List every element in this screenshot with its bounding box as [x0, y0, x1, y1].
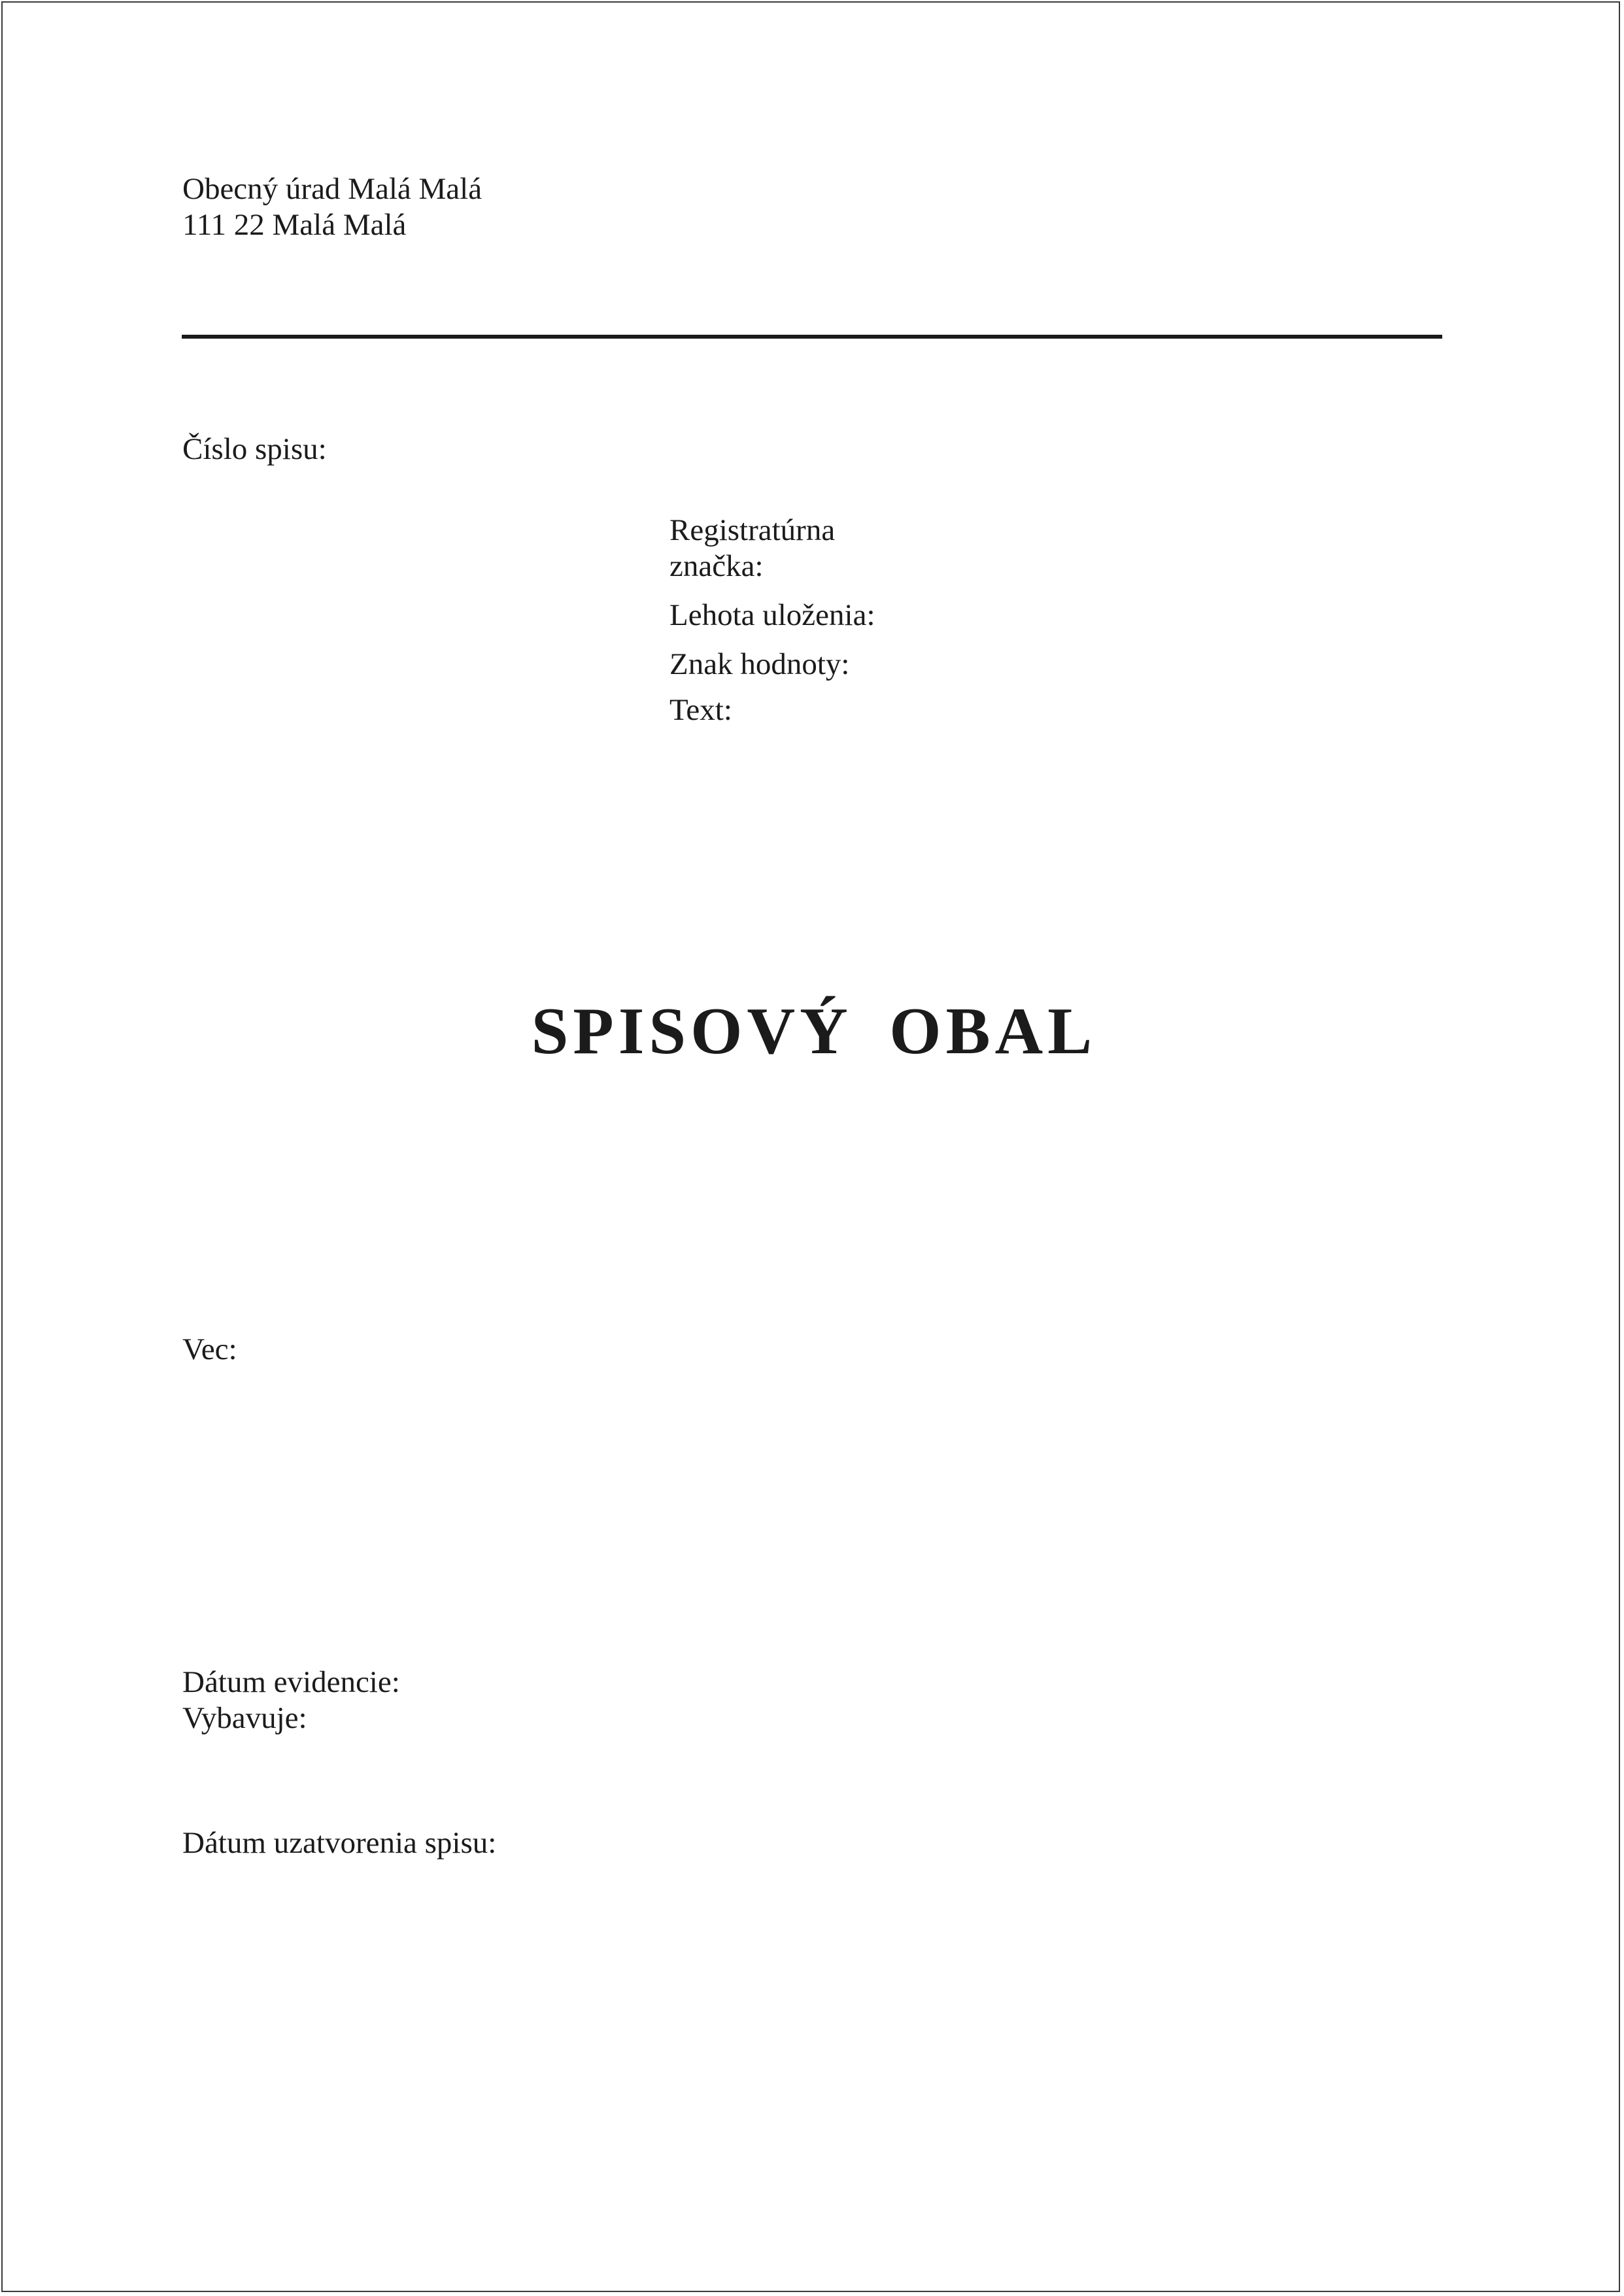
- subject-label: Vec:: [182, 1332, 237, 1366]
- record-date-label: Dátum evidencie:: [182, 1665, 400, 1699]
- registry-metadata-block: [669, 513, 905, 738]
- file-number-label: Číslo spisu:: [182, 432, 327, 466]
- issuer-name: Obecný úrad Malá Malá: [182, 172, 482, 206]
- closing-date-label: Dátum uzatvorenia spisu:: [182, 1826, 497, 1860]
- header-divider: [182, 335, 1442, 339]
- value-mark-label: Znak hodnoty:: [669, 647, 850, 681]
- text-label: Text:: [669, 693, 732, 727]
- page-border: [1, 1, 1620, 2292]
- issuer-address: 111 22 Malá Malá: [182, 208, 407, 242]
- handled-by-label: Vybavuje:: [182, 1701, 307, 1735]
- retention-period-label: Lehota uloženia:: [669, 598, 875, 632]
- document-title: SPISOVÝ OBAL: [531, 994, 1097, 1068]
- registry-mark-label: Registratúrna značka:: [669, 513, 836, 583]
